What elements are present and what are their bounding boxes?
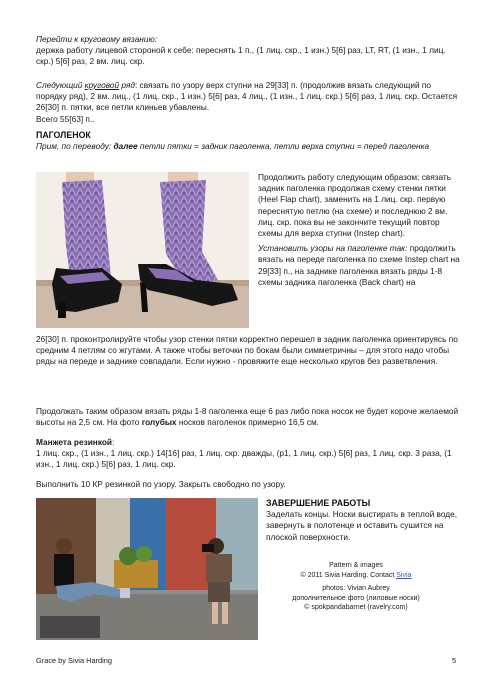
gusset-side-text bbox=[258, 172, 464, 288]
cuff-title: Манжета резинкой bbox=[36, 437, 113, 447]
credits-line2-pre: © 2011 Sivia Harding. Contact bbox=[300, 571, 397, 579]
note-post: петли пятки = задник паголенка, петли верха ступни = перед паголенка bbox=[137, 141, 430, 152]
intro-section bbox=[36, 34, 460, 68]
next-body: : связать по узору верх ступни на 29[33] п. (продолжив вязать следующий по порядку ряд), 2 вм. лиц., (1 лиц. скр., 1 изн.) 5[6] раз, 4 лиц., (1 изн., 1 лиц. скр.) 5[6] раз, 1 лиц. скр. Остается 26[30] п. пятки, все петли клиньев убавлены. bbox=[36, 80, 458, 113]
next-underlined: круговой bbox=[84, 80, 120, 90]
page-number: 5 bbox=[452, 656, 457, 665]
cuff-colon: : bbox=[112, 437, 115, 447]
gusset-section bbox=[36, 130, 460, 152]
socks-illustration bbox=[36, 172, 249, 328]
finishing-section bbox=[266, 498, 462, 543]
credits-line2 bbox=[276, 571, 436, 581]
continue-bold: голубых bbox=[141, 417, 177, 428]
gusset-continued bbox=[36, 334, 460, 368]
gusset-instructions: Продолжить работу следующим образом: связать задник паголенка продолжая схему стенки пятки (Heel Flap chart), заменить на 1 лиц. скр. первую переснятую петлю (на схеме) и последнюю 2 вм. лиц. скр. пока вы не закончите текущий повтор схемы для верха ступни (Instep chart). bbox=[258, 172, 452, 239]
gusset-full-text: 26[30] п. проконтролируйте чтобы узор стенки пятки корректно перешел в задник паголенка ориентируясь по средним 4 петлям со жгутами. А также чтобы веточки по бокам были симметричны – для этого надо чтобы ряды на переде и заднике совпадали. Если нужно - провяжите еще несколько кругов без разветвления. bbox=[36, 334, 458, 367]
next-round-paragraph bbox=[36, 80, 460, 114]
note-bold: далее bbox=[113, 141, 138, 152]
lilac-socks-photo bbox=[36, 172, 249, 328]
outdoor-photo bbox=[36, 498, 258, 640]
cuff-line: 1 лиц. скр., (1 изн., 1 лиц. скр.) 14[16] раз, 1 лиц. скр. дважды, (р1, 1 лиц. скр.) 5[6] раз, 1 лиц. скр. 3 раза, (1 изн., 1 лиц. скр.) 5[6] раз, 1 лиц. скр. bbox=[36, 448, 452, 470]
credits-line5: © spokpandabarnet (ravelry.com) bbox=[304, 604, 408, 612]
continue-text bbox=[36, 406, 460, 428]
next-round-section bbox=[36, 80, 460, 125]
continue-section bbox=[36, 406, 460, 428]
cuff-finish: Выполнить 10 КР резинкой по узору. Закрыть свободно по узору. bbox=[36, 478, 286, 489]
continue-post: носков паголенок примерно 16,5 см. bbox=[176, 417, 319, 428]
stitch-total: Всего 55[63] п.. bbox=[36, 113, 95, 124]
credits-line3: photos: Vivian Aubrey bbox=[322, 585, 390, 593]
contact-sivia-link[interactable]: Sivia bbox=[396, 571, 412, 579]
next-prefix: Следующий bbox=[36, 80, 85, 90]
round-setup-line: держка работу лицевой стороной к себе: переснять 1 п., (1 лиц. скр., 1 изн.) 5[6] раз, LT, RT, (1 изн., 1 лиц. скр.) 5[6] раз, 2 вм. лиц. скр. bbox=[36, 45, 446, 67]
round-heading: Перейти к круговому вязанию: bbox=[36, 34, 158, 44]
setup-italic: Установить узоры на паголенке так: bbox=[258, 243, 408, 254]
setup-text: продолжить вязать на переде паголенка по схеме Instep chart на 29[33] п., на заднике паголенка вязать ряды 1-8 схемы задника паголенка (Back chart) на bbox=[258, 243, 460, 287]
cuff-heading bbox=[36, 437, 460, 448]
finishing-text: Заделать концы. Носки выстирать в теплой воде, завернуть в полотенце и оставить сушится на плоской поверхности. bbox=[266, 509, 458, 542]
credits-line1: Pattern & images bbox=[329, 562, 383, 569]
continue-pre: Продолжать таким образом вязать ряды 1-8 паголенка еще 6 раз либо пока носок не будет короче желаемой высоты на 2,5 см. На фото bbox=[36, 406, 459, 428]
pattern-setup bbox=[258, 243, 464, 288]
footer-title: Grace by Sivia Harding bbox=[36, 656, 112, 665]
finishing-title: ЗАВЕРШЕНИЕ РАБОТЫ bbox=[266, 498, 371, 508]
photoshoot-illustration bbox=[36, 498, 258, 640]
gusset-title: ПАГОЛЕНОК bbox=[36, 130, 91, 140]
cuff-section bbox=[36, 437, 460, 490]
note-pre: Прим. по переводу: bbox=[36, 141, 114, 152]
credits bbox=[276, 561, 436, 613]
next-rest: ряд bbox=[119, 80, 135, 90]
translator-note bbox=[36, 141, 460, 152]
credits-line4: дополнительное фото (лиловые носки) bbox=[292, 594, 420, 602]
